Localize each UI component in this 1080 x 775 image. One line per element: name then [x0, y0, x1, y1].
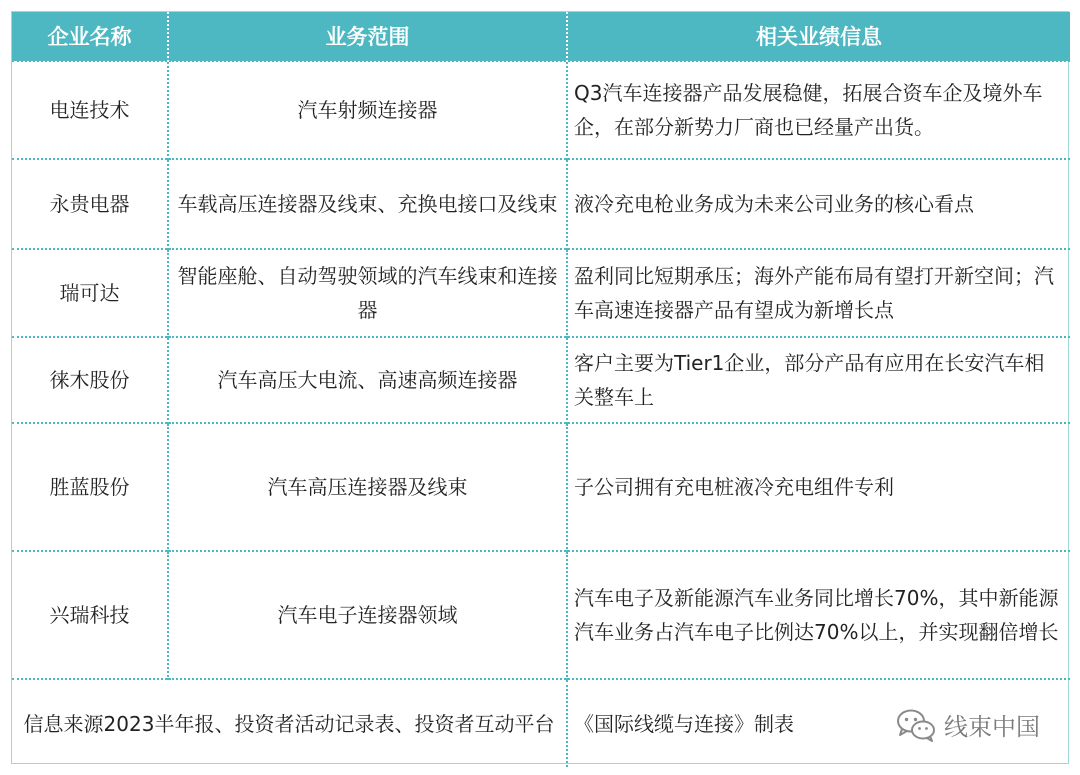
table-row [12, 551, 1070, 679]
performance-cell: 子公司拥有充电桩液冷充电组件专利 [567, 423, 1070, 551]
company-name-cell: 兴瑞科技 [12, 551, 168, 679]
watermark [896, 707, 1040, 742]
table-row [12, 423, 1070, 551]
company-name-cell: 胜蓝股份 [12, 423, 168, 551]
business-scope-cell: 智能座舱、自动驾驶领域的汽车线束和连接器 [168, 249, 567, 337]
performance-cell: Q3汽车连接器产品发展稳健，拓展合资车企及境外车企，在部分新势力厂商也已经量产出货。 [567, 61, 1070, 159]
source-note: 信息来源2023半年报、投资者活动记录表、投资者互动平台 [12, 679, 567, 767]
watermark-text: 线束中国 [944, 713, 1040, 741]
company-table [12, 12, 1070, 767]
company-name-cell: 徕木股份 [12, 337, 168, 423]
header-performance-info: 相关业绩信息 [567, 12, 1070, 61]
performance-cell: 液冷充电枪业务成为未来公司业务的核心看点 [567, 159, 1070, 249]
business-scope-cell: 汽车电子连接器领域 [168, 551, 567, 679]
table-row [12, 337, 1070, 423]
company-name-cell: 瑞可达 [12, 249, 168, 337]
business-scope-cell: 汽车高压大电流、高速高频连接器 [168, 337, 567, 423]
company-name-cell: 电连技术 [12, 61, 168, 159]
company-name-cell: 永贵电器 [12, 159, 168, 249]
business-scope-cell: 汽车高压连接器及线束 [168, 423, 567, 551]
table-maker-note: 《国际线缆与连接》制表 [567, 679, 1070, 767]
performance-cell: 盈利同比短期承压；海外产能布局有望打开新空间；汽车高速连接器产品有望成为新增长点 [567, 249, 1070, 337]
table-header-row [12, 12, 1070, 61]
header-business-scope: 业务范围 [168, 12, 567, 61]
performance-cell: 客户主要为Tier1企业，部分产品有应用在长安汽车相关整车上 [567, 337, 1070, 423]
performance-cell: 汽车电子及新能源汽车业务同比增长70%，其中新能源汽车业务占汽车电子比例达70%以上，并实现翻倍增长 [567, 551, 1070, 679]
business-scope-cell: 汽车射频连接器 [168, 61, 567, 159]
table-row [12, 159, 1070, 249]
company-table-container [11, 11, 1069, 764]
table-row [12, 61, 1070, 159]
table-row [12, 249, 1070, 337]
wechat-icon [896, 708, 936, 742]
business-scope-cell: 车载高压连接器及线束、充换电接口及线束 [168, 159, 567, 249]
header-company-name: 企业名称 [12, 12, 168, 61]
